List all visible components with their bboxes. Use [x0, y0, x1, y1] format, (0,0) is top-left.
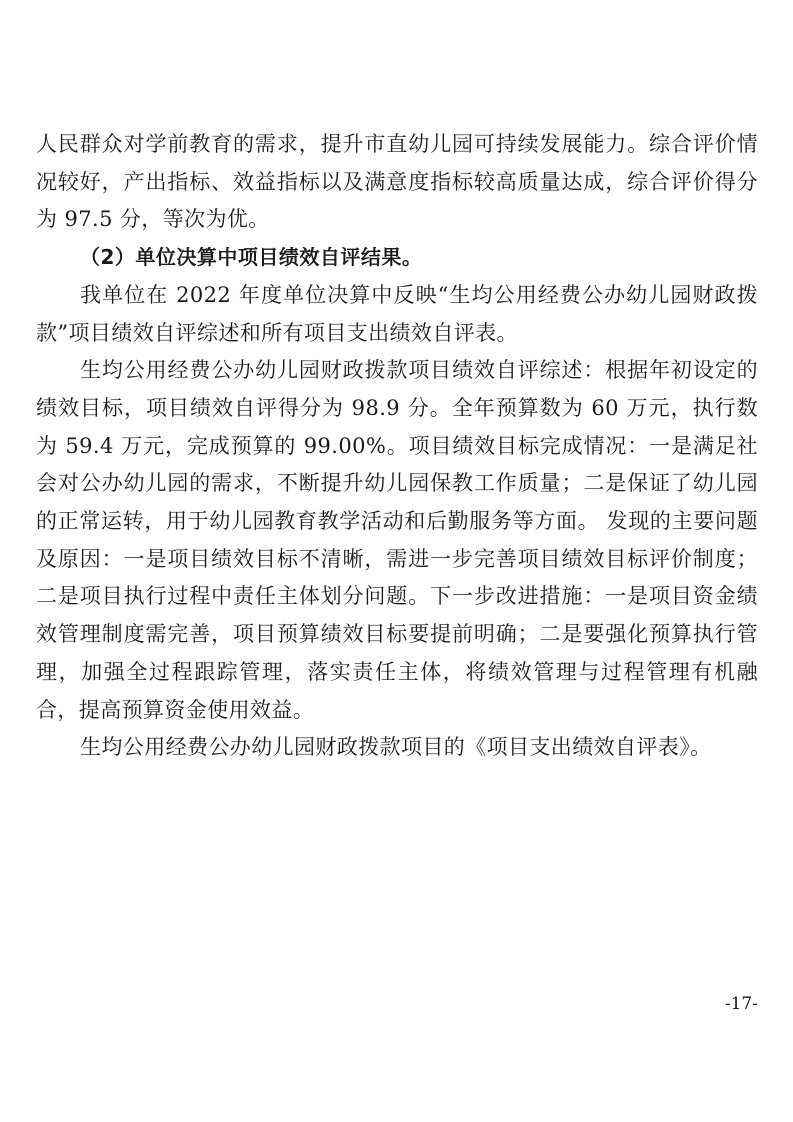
section-heading: （2）单位决算中项目绩效自评结果。 — [80, 245, 423, 270]
paragraph-intro: 我单位在 2022 年度单位决算中反映“生均公用经费公办幼儿园财政拨款”项目绩效自评综述和所有项目支出绩效自评表。 — [36, 282, 758, 345]
paragraph-continuation: 人民群众对学前教育的需求，提升市直幼儿园可持续发展能力。综合评价情况较好，产出指标、效益指标以及满意度指标较高质量达成，综合评价得分为 97.5 分，等次为优。 — [36, 132, 758, 232]
page-number: -17- — [724, 994, 758, 1014]
paragraph-summary: 生均公用经费公办幼儿园财政拨款项目绩效自评综述：根据年初设定的绩效目标，项目绩效自评得分为 98.9 分。全年预算数为 60 万元，执行数为 59.4 万元，完成预算的 99.00%。项目绩效目标完成情况：一是满足社会对公办幼儿园的需求，不断提升幼儿园保教工作质量；二是保证了幼儿园的正常运转，用于幼儿园教育教学活动和后勤服务等方面。 发现的主要问题及原因：一是项目绩效目标不清晰，需进一步完善项目绩效目标评价制度；二是项目执行过程中责任主体划分问题。下一步改进措施：一是项目资金绩效管理制度需完善，项目预算绩效目标要提前明确；二是要强化预算执行管理，加强全过程跟踪管理，落实责任主体，将绩效管理与过程管理有机融合，提高预算资金使用效益。 — [36, 358, 758, 722]
document-body — [36, 126, 758, 767]
paragraph-closing: 生均公用经费公办幼儿园财政拨款项目的《项目支出绩效自评表》。 — [80, 735, 712, 760]
